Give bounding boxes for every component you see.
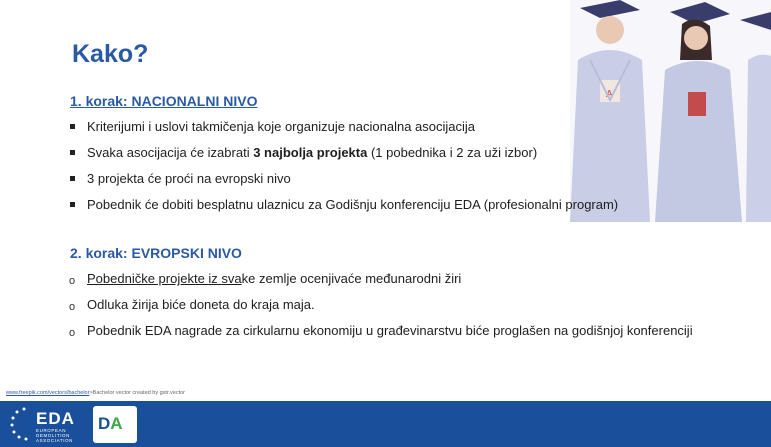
da-logo-d: D — [98, 414, 111, 433]
circle-bullet-icon: o — [69, 301, 76, 313]
stars-icon — [8, 405, 34, 441]
circle-bullet-icon: o — [69, 275, 76, 287]
list-item-text: Kriterijumi i uslovi takmičenja koje organizuje nacionalna asocijacija — [87, 119, 476, 134]
list-item — [68, 197, 618, 213]
list-item-text: ke zemlje ocenjivaće međunarodni žiri — [241, 271, 462, 286]
list-item — [68, 145, 618, 161]
list-item-text: Pobednik će dobiti besplatnu ulaznicu za Godišnju konferenciju EDA (profesionalni program) — [87, 197, 619, 212]
square-bullet-icon — [70, 150, 75, 155]
list-item-text: 3 projekta će proći na evropski nivo — [87, 171, 291, 186]
square-bullet-icon — [70, 124, 75, 129]
list-item-text: Pobednik EDA nagrade za cirkularnu ekonomiju u građevinarstvu biće proglašen na godišnjoj konferenciji — [87, 323, 693, 338]
eda-logo-subtext: EUROPEAN DEMOLITION ASSOCIATION — [36, 428, 74, 443]
step2-list — [68, 271, 693, 349]
da-logo — [93, 406, 137, 443]
list-item — [68, 271, 693, 287]
list-item — [68, 297, 693, 313]
step1-heading-text: 1. korak: NACIONALNI NIVO — [70, 93, 258, 109]
list-item-text-suffix: (1 pobednika i 2 za uži izbor) — [367, 145, 538, 160]
step1-list — [68, 119, 618, 223]
list-item-text: Svaka asocijacija će izabrati — [87, 145, 254, 160]
da-logo-a: A — [110, 414, 123, 433]
eda-logo — [8, 405, 88, 445]
circle-bullet-icon: o — [69, 327, 76, 339]
list-item-underlined: Pobedničke projekte iz sva — [87, 271, 242, 286]
list-item — [68, 323, 693, 339]
step1-heading — [70, 93, 257, 109]
da-logo-text — [98, 414, 123, 434]
image-credit — [6, 390, 185, 396]
eda-logo-text: EDA — [36, 409, 75, 428]
footer-bar — [0, 401, 771, 447]
list-item-bold: 3 najbolja projekta — [253, 145, 368, 160]
list-item — [68, 171, 618, 187]
svg-text:A: A — [606, 89, 613, 100]
step2-heading: 2. korak: EVROPSKI NIVO — [70, 245, 242, 261]
square-bullet-icon — [70, 176, 75, 181]
credit-link[interactable]: www.freepik.com/vectors/bachelor — [6, 390, 90, 396]
square-bullet-icon — [70, 202, 75, 207]
list-item — [68, 119, 618, 135]
credit-text: >Bachelor vector created by gstr.vector — [89, 390, 185, 396]
page-title: Kako? — [72, 40, 149, 68]
list-item-text: Odluka žirija biće doneta do kraja maja. — [87, 297, 315, 312]
